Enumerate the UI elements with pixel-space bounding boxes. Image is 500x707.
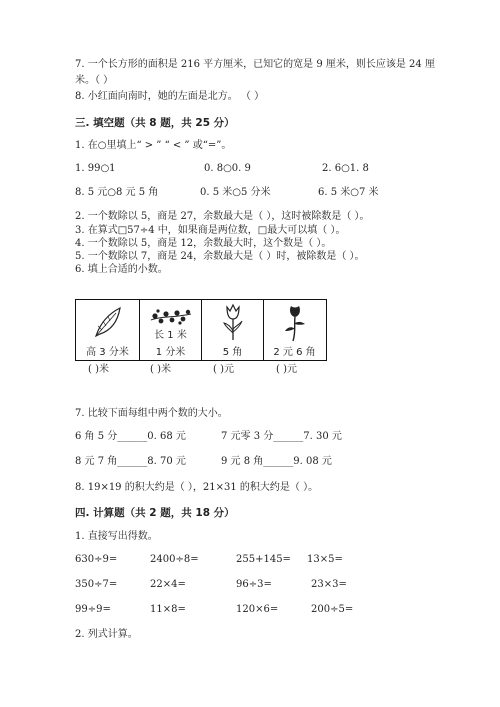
s3-q1-r1-c3: 2. 6○1. 8 <box>322 163 369 174</box>
s3-q7-r2-c2: 9 元 8 角______9. 08 元 <box>221 456 332 467</box>
calc-item: 2400÷8= <box>150 554 199 565</box>
s3-q5: 5. 一个数除以 7，商是 24，余数最大是（ ）时，被除数是（ ）。 <box>75 251 365 262</box>
picture-caption: 2 元 6 角 <box>273 347 316 358</box>
calc-item: 11×8= <box>150 604 186 615</box>
calc-item: 96÷3= <box>236 579 272 590</box>
calc-item: 99÷9= <box>75 604 111 615</box>
picture-answer-blank[interactable]: ( )元 <box>276 364 297 375</box>
s3-q4: 4. 一个数除以 5，商是 12，余数最大时，这个数是（ ）。 <box>75 238 332 249</box>
calc-item: 200÷5= <box>311 604 354 615</box>
picture-cell-rose <box>264 300 325 360</box>
flower-branch-icon <box>149 306 193 328</box>
q7-true-false-line1: 7. 一个长方形的面积是 216 平方厘米，已知它的宽是 9 厘米，则长应该是 24 厘 <box>75 59 435 70</box>
picture-caption: 1 分米 <box>155 347 186 358</box>
s4-q1-prompt: 1. 直接写出得数。 <box>75 531 158 542</box>
s3-q7-prompt: 7. 比较下面每组中两个数的大小。 <box>75 408 228 419</box>
calc-item: 630÷9= <box>75 554 118 565</box>
section3-title: 三. 填空题（共 8 题，共 25 分） <box>75 117 235 129</box>
picture-answer-blank[interactable]: ( )米 <box>88 364 109 375</box>
s3-q7-r1-c1: 6 角 5 分______0. 68 元 <box>75 431 186 442</box>
rose-icon <box>282 302 308 342</box>
calc-item: 13×5= <box>307 554 343 565</box>
picture-cell-branch <box>140 300 202 360</box>
s3-q1-r2-c1: 8. 5 元○8 元 5 角 <box>75 187 159 198</box>
s3-q7-r1-c2: 7 元零 3 分______7. 30 元 <box>221 431 342 442</box>
s3-q1-prompt: 1. 在○里填上“ > ” “ < ” 或“=”。 <box>75 140 232 151</box>
picture-caption: 5 角 <box>222 347 243 358</box>
calc-item: 255+145= <box>236 554 291 565</box>
s3-q8: 8. 19×19 的积大约是（ ），21×31 的积大约是（ ）。 <box>75 482 319 493</box>
s4-q2: 2. 列式计算。 <box>75 629 138 640</box>
s3-q1-r2-c2: 0. 5 米○5 分米 <box>200 187 271 198</box>
picture-caption: 高 3 分米 <box>86 347 129 358</box>
q8-true-false: 8. 小红面向南时，她的左面是北方。 （ ） <box>75 91 265 102</box>
q7-true-false-line2: 米。（ ） <box>75 75 114 86</box>
picture-cell-leaf <box>76 300 140 360</box>
tulip-icon <box>221 303 245 341</box>
calc-item: 23×3= <box>311 579 347 590</box>
s3-q7-r2-c1: 8 元 7 角______8. 70 元 <box>75 456 186 467</box>
picture-answer-blank[interactable]: ( )元 <box>213 364 234 375</box>
s3-q6: 6. 填上合适的小数。 <box>75 264 168 275</box>
calc-item: 350÷7= <box>75 579 118 590</box>
picture-answer-blank[interactable]: ( )米 <box>150 364 171 375</box>
picture-cell-tulip <box>202 300 264 360</box>
picture-table <box>75 299 327 361</box>
s3-q3: 3. 在算式□57÷4 中，如果商是两位数，□最大可以填（ ）。 <box>75 225 346 236</box>
picture-caption-top: 长 1 米 <box>154 330 187 341</box>
s3-q2: 2. 一个数除以 5，商是 27，余数最大是（ ），这时被除数是（ ）。 <box>75 211 370 222</box>
s3-q1-r1-c1: 1. 99○1 <box>75 163 116 174</box>
leaf-icon <box>90 304 126 340</box>
section4-title: 四. 计算题（共 2 题，共 18 分） <box>75 507 235 519</box>
calc-item: 22×4= <box>150 579 186 590</box>
s3-q1-r1-c2: 0. 8○0. 9 <box>204 163 251 174</box>
s3-q1-r2-c3: 6. 5 米○7 米 <box>318 187 379 198</box>
calc-item: 120×6= <box>236 604 279 615</box>
